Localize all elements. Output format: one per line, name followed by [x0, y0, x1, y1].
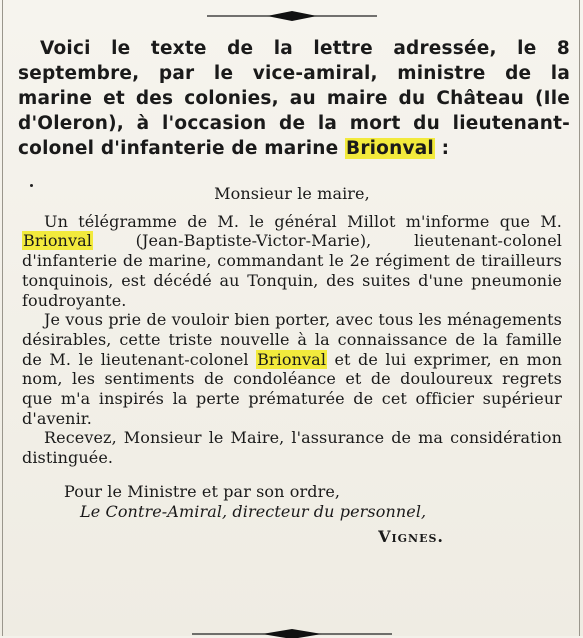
lead-paragraph [18, 36, 570, 161]
p2-text-before: Je vous prie de vouloir bien porter, avec tous les ménagements désirables, cette triste nouvelle à la connaissance de la famille de M. le lieutenant-colonel [22, 310, 562, 369]
signature-name: Vignes. [378, 527, 444, 547]
p1-text-after: (Jean-Baptiste-Victor-Marie), lieutenant-colonel d'infanterie de marine, commandant le 2e régiment de tirailleurs tonquinois, est décédé au Tonquin, des suites d'une pneumonie foudroyante. [22, 231, 562, 310]
signature-line-1: Pour le Ministre et par son ordre, [64, 481, 341, 501]
left-column-rule [2, 0, 3, 636]
letter-paragraph-3: Recevez, Monsieur le Maire, l'assurance de ma considération distinguée. [22, 428, 562, 468]
highlighted-name: Brionval [346, 138, 434, 159]
letter-body [22, 184, 562, 547]
p1-text-before: Un télégramme de M. le général Millot m'informe que M. [44, 211, 562, 231]
lead-text-before: Voici le texte de la lettre adressée, le 8 septembre, par le vice-amiral, ministre de la marine et des colonies, au maire du Château (Ile d'Oleron), à l'occasion de la mort du lieutenant-colonel d'infanterie de marine [18, 38, 570, 159]
signature-line-2: Le Contre-Amiral, directeur du personnel, [80, 501, 427, 521]
letter-paragraph-2 [22, 310, 562, 428]
highlighted-name: Brionval [23, 231, 92, 251]
highlighted-name: Brionval [257, 349, 327, 369]
letter-paragraph-1 [22, 212, 562, 311]
top-ornament-rule [207, 8, 377, 24]
salutation: Monsieur le maire, [214, 184, 370, 203]
lead-text-after: : [434, 138, 450, 159]
right-column-rule [579, 0, 580, 636]
bottom-ornament-rule [192, 626, 392, 638]
p2-text-after: et de lui exprimer, en mon nom, les sentiments de condoléance et de douloureux regrets que m'a inspirés la perte prématurée de cet officier supérieur d'avenir. [22, 349, 562, 428]
